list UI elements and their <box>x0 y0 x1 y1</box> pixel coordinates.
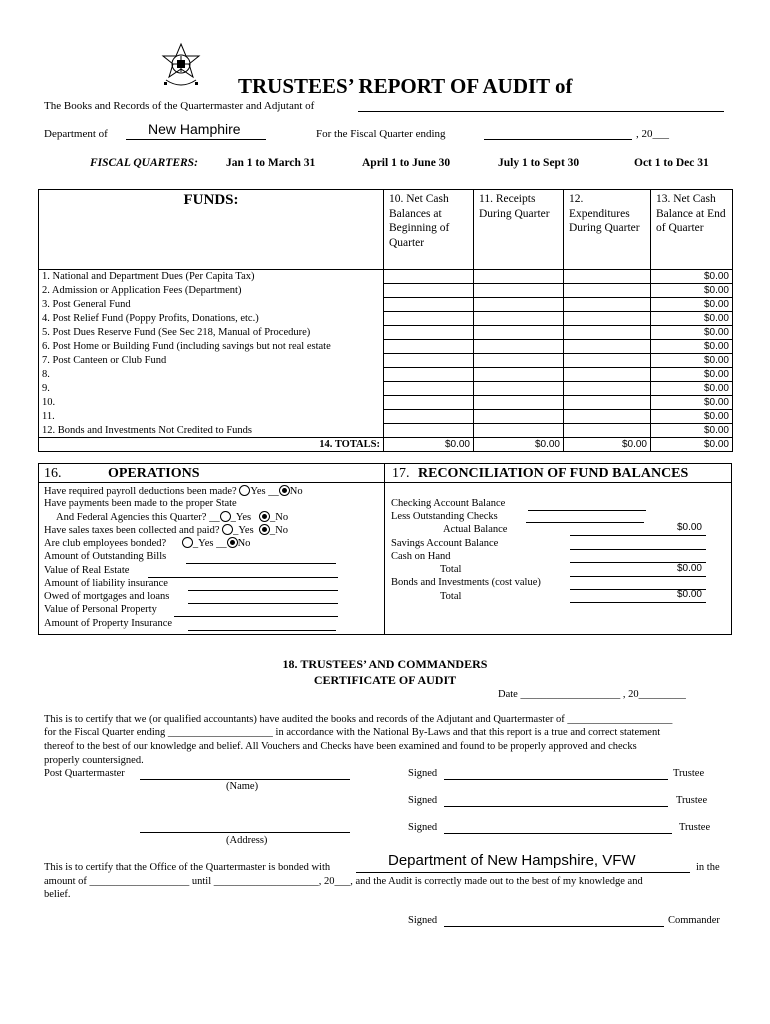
fund-cell[interactable] <box>564 410 651 424</box>
quarter-2: April 1 to June 30 <box>362 157 451 169</box>
certificate-title-1: 18. TRUSTEES’ AND COMMANDERS <box>282 657 488 671</box>
mortgages-label: Owed of mortgages and loans <box>44 591 170 602</box>
fund-label: 9. <box>39 382 384 396</box>
trustee-signature-2[interactable] <box>444 806 668 807</box>
certify-line-3: thereof to the best of our knowledge and belief. All Vouchers and Checks have been examined and found to be properly approved and checks <box>44 741 637 752</box>
total-value-2[interactable]: $0.00 <box>676 589 702 600</box>
checking-label: Checking Account Balance <box>391 498 506 509</box>
vfw-emblem-icon <box>160 42 202 90</box>
fund-end-balance[interactable]: $0.00 <box>651 396 733 410</box>
cash-on-hand-label: Cash on Hand <box>391 551 451 562</box>
fund-row <box>39 368 733 382</box>
funds-table <box>38 189 733 452</box>
fund-row <box>39 396 733 410</box>
payroll-label: Have required payroll deductions been made? <box>44 486 237 497</box>
fund-cell[interactable] <box>474 326 564 340</box>
outstanding-bills-field[interactable] <box>186 563 336 564</box>
fund-label: 8. <box>39 368 384 382</box>
bonded-label: Are club employees bonded? <box>44 538 167 549</box>
fund-cell[interactable] <box>564 326 651 340</box>
operations-number: 16. <box>44 466 62 481</box>
outstanding-checks-field[interactable] <box>526 522 644 523</box>
fund-row <box>39 354 733 368</box>
liability-field[interactable] <box>188 590 338 591</box>
trustee-label-3: Trustee <box>679 822 711 833</box>
payroll-question: Have required payroll deductions been made? Yes __ No <box>44 486 303 497</box>
trustee-label-1: Trustee <box>673 768 705 779</box>
fund-label: 11. <box>39 410 384 424</box>
payments-no-radio[interactable] <box>259 511 270 522</box>
bonded-question: Are club employees bonded? _Yes __ No <box>44 538 251 549</box>
fund-cell[interactable] <box>384 298 474 312</box>
post-qm-label: Post Quartermaster <box>44 768 125 779</box>
fund-label: 3. Post General Fund <box>39 298 384 312</box>
fund-cell[interactable] <box>474 270 564 284</box>
fund-label: 7. Post Canteen or Club Fund <box>39 354 384 368</box>
certify-line-2: for the Fiscal Quarter ending ____________________ in accordance with the National By-Laws and that this report is a true and correct statement <box>44 727 661 738</box>
actual-balance-line <box>570 535 706 536</box>
property-insurance-field[interactable] <box>188 630 336 631</box>
personal-property-label: Value of Personal Property <box>44 604 157 615</box>
fund-row <box>39 270 733 284</box>
address-caption: (Address) <box>226 835 268 846</box>
signed-label-2: Signed <box>408 795 438 806</box>
bonded-line-3: belief. <box>44 889 71 900</box>
fund-label: 5. Post Dues Reserve Fund (See Sec 218, Manual of Procedure) <box>39 326 384 340</box>
quarter-4: Oct 1 to Dec 31 <box>634 157 709 169</box>
outstanding-checks-label: Less Outstanding Checks <box>391 511 498 522</box>
sales-label: Have sales taxes been collected and paid? <box>44 525 220 536</box>
commander-signature[interactable] <box>444 926 664 927</box>
yes-label: Yes <box>250 486 266 497</box>
fund-cell[interactable] <box>564 340 651 354</box>
fund-row <box>39 298 733 312</box>
fund-cell[interactable] <box>474 396 564 410</box>
total-line-1 <box>570 576 706 577</box>
bonded-line-start: This is to certify that the Office of the Quartermaster is bonded with <box>44 862 331 873</box>
certificate-title-2: CERTIFICATE OF AUDIT <box>313 673 457 687</box>
post-qm-name-field[interactable] <box>140 779 350 780</box>
col-receipts: 11. Receipts During Quarter <box>474 190 564 270</box>
fund-cell[interactable] <box>564 382 651 396</box>
total-receipts[interactable]: $0.00 <box>474 438 564 452</box>
totals-label: 14. TOTALS: <box>39 438 384 452</box>
mortgages-field[interactable] <box>188 603 338 604</box>
bonded-line-2: amount of ___________________ until ____________________, 20___, and the Audit is correctly made out to the best of my knowledge and <box>44 876 643 887</box>
no-label: No <box>237 538 251 549</box>
department-field[interactable]: New Hamphire <box>148 121 241 137</box>
fund-cell[interactable] <box>564 368 651 382</box>
trustee-signature-3[interactable] <box>444 833 672 834</box>
post-qm-address-field[interactable] <box>140 832 350 833</box>
payments-label-2: And Federal Agencies this Quarter? <box>56 512 207 523</box>
total-line-2 <box>570 602 706 603</box>
personal-property-field[interactable] <box>174 616 338 617</box>
bonded-with-field[interactable]: Department of New Hampshire, VFW <box>388 852 636 869</box>
fund-label: 10. <box>39 396 384 410</box>
operations-title: OPERATIONS <box>108 466 200 481</box>
fund-cell[interactable] <box>564 312 651 326</box>
fund-cell[interactable] <box>564 424 651 438</box>
col-net-cash-beginning: 10. Net Cash Balances at Beginning of Quarter <box>384 190 474 270</box>
property-insurance-label: Amount of Property Insurance <box>44 618 173 629</box>
fund-cell[interactable] <box>384 354 474 368</box>
sales-no-radio[interactable] <box>259 524 270 535</box>
liability-label: Amount of liability insurance <box>44 578 168 589</box>
fund-cell[interactable] <box>474 382 564 396</box>
fund-row <box>39 326 733 340</box>
quarter-3: July 1 to Sept 30 <box>498 157 580 169</box>
fund-cell[interactable] <box>474 312 564 326</box>
total-value-1[interactable]: $0.00 <box>676 563 702 574</box>
certify-line-4: properly countersigned. <box>44 755 144 766</box>
sales-question: Have sales taxes been collected and paid? _Yes _No <box>44 525 289 536</box>
signed-label-1: Signed <box>408 768 438 779</box>
total-expenditures[interactable]: $0.00 <box>564 438 651 452</box>
fund-cell[interactable] <box>564 396 651 410</box>
fund-end-balance[interactable]: $0.00 <box>651 354 733 368</box>
real-estate-field[interactable] <box>148 577 338 578</box>
name-caption: (Name) <box>226 781 259 792</box>
total-label-2: Total <box>440 591 462 602</box>
fund-cell[interactable] <box>384 396 474 410</box>
year-field[interactable]: , 20___ <box>636 128 669 140</box>
fund-label: 6. Post Home or Building Fund (including savings but not real estate <box>39 340 384 354</box>
fund-cell[interactable] <box>474 284 564 298</box>
outstanding-bills-label: Amount of Outstanding Bills <box>44 551 167 562</box>
fund-row <box>39 284 733 298</box>
fund-label: 2. Admission or Application Fees (Department) <box>39 284 384 298</box>
bonded-yes-radio[interactable] <box>182 537 193 548</box>
department-field-line <box>126 139 266 140</box>
reconciliation-title: RECONCILIATION OF FUND BALANCES <box>418 466 689 481</box>
payments-label-1: Have payments been made to the proper State <box>44 498 237 509</box>
fund-end-balance[interactable]: $0.00 <box>651 312 733 326</box>
reconciliation-number: 17. <box>392 466 410 481</box>
real-estate-label: Value of Real Estate <box>44 565 130 576</box>
no-label: No <box>275 525 289 536</box>
fund-cell[interactable] <box>564 298 651 312</box>
fiscal-quarters-label: FISCAL QUARTERS: <box>90 157 198 169</box>
fund-cell[interactable] <box>474 368 564 382</box>
fund-row <box>39 312 733 326</box>
fund-end-balance[interactable]: $0.00 <box>651 298 733 312</box>
fund-cell[interactable] <box>384 410 474 424</box>
fund-end-balance[interactable]: $0.00 <box>651 410 733 424</box>
bonded-no-radio[interactable] <box>227 537 238 548</box>
col-net-cash-end: 13. Net Cash Balance at End of Quarter <box>651 190 733 270</box>
fund-cell[interactable] <box>474 340 564 354</box>
fund-cell[interactable] <box>384 424 474 438</box>
no-label: No <box>275 512 289 523</box>
fund-cell[interactable] <box>384 312 474 326</box>
actual-balance-label: Actual Balance <box>443 524 508 535</box>
fund-cell[interactable] <box>384 382 474 396</box>
fund-end-balance[interactable]: $0.00 <box>651 424 733 438</box>
yes-label: Yes <box>235 512 252 523</box>
fund-cell[interactable] <box>474 424 564 438</box>
certificate-date[interactable]: Date ___________________ , 20_________ <box>498 689 686 700</box>
signed-label-commander: Signed <box>408 915 438 926</box>
fiscal-quarter-label: For the Fiscal Quarter ending <box>316 128 446 140</box>
signed-label-3: Signed <box>408 822 438 833</box>
fund-cell[interactable] <box>384 270 474 284</box>
fiscal-quarter-field[interactable] <box>484 139 632 140</box>
fund-end-balance[interactable]: $0.00 <box>651 368 733 382</box>
fund-label: 4. Post Relief Fund (Poppy Profits, Donations, etc.) <box>39 312 384 326</box>
fund-cell[interactable] <box>474 298 564 312</box>
department-label: Department of <box>44 128 108 140</box>
bonded-with-line <box>356 872 690 873</box>
funds-title: FUNDS: <box>39 190 384 270</box>
operations-header-divider <box>38 482 385 483</box>
fund-end-balance[interactable]: $0.00 <box>651 270 733 284</box>
col-expenditures: 12. Expenditures During Quarter <box>564 190 651 270</box>
fund-end-balance[interactable]: $0.00 <box>651 340 733 354</box>
fund-row <box>39 340 733 354</box>
bonds-label: Bonds and Investments (cost value) <box>391 577 541 588</box>
certify-line-1: This is to certify that we (or qualified accountants) have audited the books and records of the Adjutant and Quartermaster of ____________________ <box>44 714 673 725</box>
fund-cell[interactable] <box>564 284 651 298</box>
fund-cell[interactable] <box>384 284 474 298</box>
checking-field[interactable] <box>528 510 646 511</box>
fund-row <box>39 382 733 396</box>
funds-header-row <box>39 190 733 270</box>
fund-cell[interactable] <box>564 354 651 368</box>
fund-cell[interactable] <box>474 410 564 424</box>
fund-end-balance[interactable]: $0.00 <box>651 326 733 340</box>
fund-cell[interactable] <box>564 270 651 284</box>
fund-cell[interactable] <box>474 354 564 368</box>
savings-field[interactable] <box>570 549 706 550</box>
fund-cell[interactable] <box>384 368 474 382</box>
total-end[interactable]: $0.00 <box>651 438 733 452</box>
yes-label: Yes <box>238 525 254 536</box>
payments-yes-radio[interactable] <box>220 511 231 522</box>
in-the-label: in the <box>696 862 720 873</box>
fund-row <box>39 424 733 438</box>
page-title: TRUSTEES’ REPORT OF AUDIT of <box>238 74 573 98</box>
commander-label: Commander <box>668 915 720 926</box>
savings-label: Savings Account Balance <box>391 538 499 549</box>
reconciliation-header-divider <box>384 482 732 483</box>
yes-label: Yes <box>198 538 214 549</box>
books-field[interactable] <box>358 111 724 112</box>
total-beginning[interactable]: $0.00 <box>384 438 474 452</box>
fund-cell[interactable] <box>384 340 474 354</box>
payroll-no-radio[interactable] <box>279 485 290 496</box>
fund-row <box>39 410 733 424</box>
fund-label: 1. National and Department Dues (Per Capita Tax) <box>39 270 384 284</box>
fund-cell[interactable] <box>384 326 474 340</box>
totals-row <box>39 438 733 452</box>
payments-question: And Federal Agencies this Quarter? __ _Yes _No <box>56 512 289 523</box>
fund-end-balance[interactable]: $0.00 <box>651 382 733 396</box>
books-label: The Books and Records of the Quartermaster and Adjutant of <box>44 100 315 112</box>
no-label: No <box>289 486 303 497</box>
payroll-yes-radio[interactable] <box>239 485 250 496</box>
sales-yes-radio[interactable] <box>222 524 233 535</box>
fund-end-balance[interactable]: $0.00 <box>651 284 733 298</box>
trustee-signature-1[interactable] <box>444 779 668 780</box>
fund-label: 12. Bonds and Investments Not Credited to Funds <box>39 424 384 438</box>
quarter-1: Jan 1 to March 31 <box>226 157 316 169</box>
total-label-1: Total <box>440 564 462 575</box>
actual-balance-value[interactable]: $0.00 <box>676 522 702 533</box>
trustee-label-2: Trustee <box>676 795 708 806</box>
